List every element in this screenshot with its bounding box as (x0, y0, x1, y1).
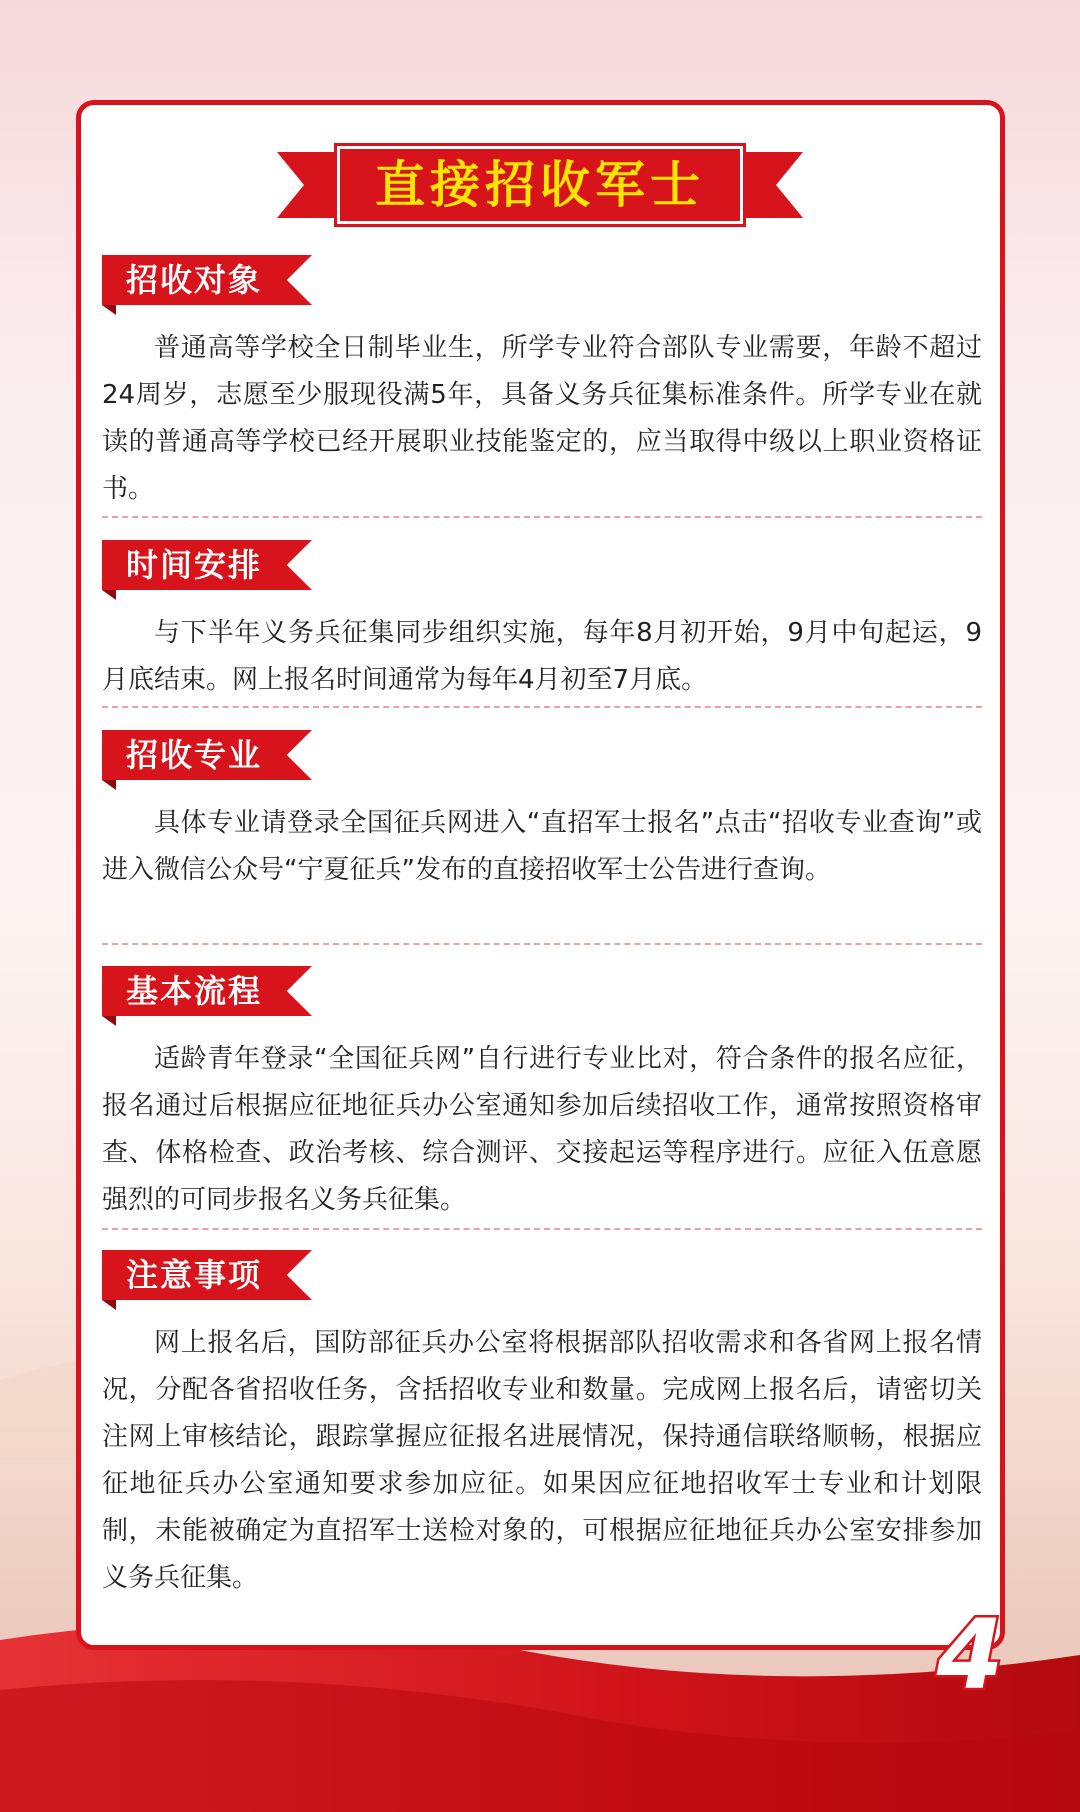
section-tag-fold (102, 1016, 116, 1026)
section-tag-fold (102, 780, 116, 790)
section-tag (102, 540, 312, 600)
title-banner (277, 146, 803, 224)
section-body: 具体专业请登录全国征兵网进入“直招军士报名”点击“招收专业查询”或进入微信公众号“宁夏征兵”发布的直接招收军士公告进行查询。 (102, 808, 982, 885)
section-recruit-target (102, 255, 982, 513)
section-tag (102, 730, 312, 790)
section-body: 普通高等学校全日制毕业生，所学专业符合部队专业需要，年龄不超过24周岁，志愿至少服现役满5年，具备义务兵征集标准条件。所学专业在就读的普通高等学校已经开展职业技能鉴定的，应当取得中级以上职业资格证书。 (102, 333, 982, 504)
section-heading: 注意事项 (126, 1256, 263, 1294)
section-tag (102, 966, 312, 1026)
section-body: 网上报名后，国防部征兵办公室将根据部队招收需求和各省网上报名情况，分配各省招收任务，含括招收专业和数量。完成网上报名后，请密切关注网上审核结论，跟踪掌握应征报名进展情况，保持通信联络顺畅，根据应征地征兵办公室通知要求参加应征。如果因应征地招收军士专业和计划限制，未能被确定为直招军士送检对象的，可根据应征地征兵办公室安排参加义务兵征集。 (102, 1328, 982, 1593)
section-divider (102, 1228, 982, 1230)
section-majors (102, 730, 982, 894)
section-heading: 基本流程 (126, 972, 263, 1010)
svg-text:4: 4 (936, 1606, 1004, 1706)
banner-right-ribbon (743, 152, 803, 218)
section-tag (102, 1250, 312, 1310)
section-tag-fold (102, 590, 116, 600)
section-process (102, 966, 982, 1224)
section-schedule (102, 540, 982, 704)
section-heading: 招收对象 (126, 261, 263, 299)
section-divider (102, 706, 982, 708)
section-notes (102, 1250, 982, 1602)
section-body: 适龄青年登录“全国征兵网”自行进行专业比对，符合条件的报名应征，报名通过后根据应征地征兵办公室通知参加后续招收工作，通常按照资格审查、体格检查、政治考核、综合测评、交接起运等程序进行。应征入伍意愿强烈的可同步报名义务兵征集。 (102, 1044, 982, 1215)
banner-left-ribbon (277, 152, 337, 218)
section-body: 与下半年义务兵征集同步组织实施，每年8月初开始，9月中旬起运，9月底结束。网上报名时间通常为每年4月初至7月底。 (102, 618, 982, 695)
section-tag-fold (102, 305, 116, 315)
page-number (920, 1606, 1020, 1706)
section-divider (102, 943, 982, 945)
section-heading: 招收专业 (126, 736, 263, 774)
page-title: 直接招收军士 (375, 156, 705, 214)
section-tag (102, 255, 312, 315)
section-divider (102, 516, 982, 518)
section-heading: 时间安排 (126, 546, 263, 584)
section-tag-fold (102, 1300, 116, 1310)
